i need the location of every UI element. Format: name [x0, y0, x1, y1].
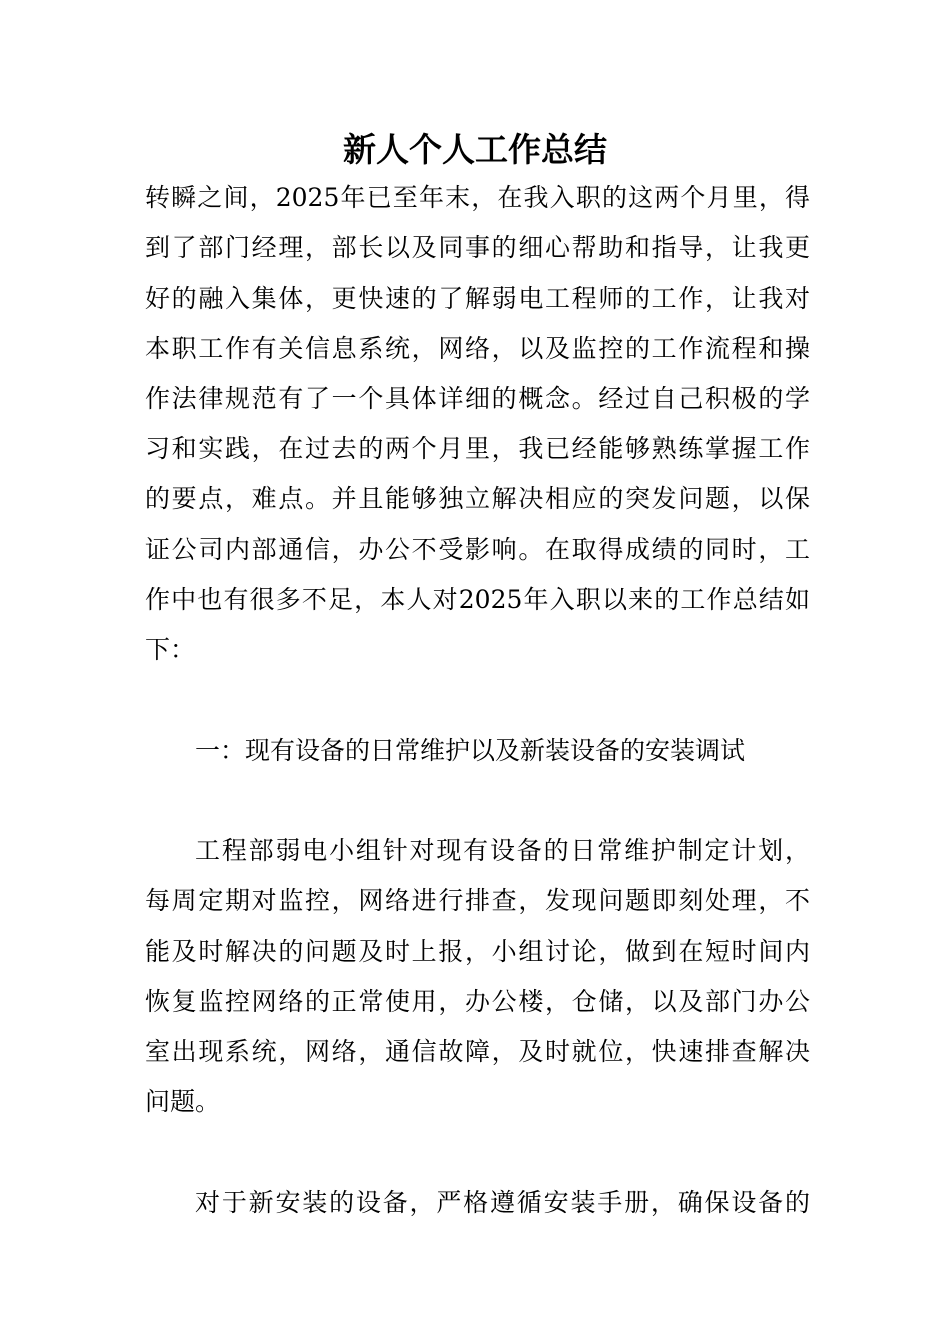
- intro-line-8: 证公司内部通信，办公不受影响。在取得成绩的同时，工: [145, 535, 810, 564]
- section-1-para-1-line-5: 室出现系统，网络，通信故障，及时就位，快速排查解决: [145, 1037, 810, 1066]
- intro-line-2: 到了部门经理，部长以及同事的细心帮助和指导，让我更: [145, 233, 810, 262]
- section-1-heading: 一：现有设备的日常维护以及新装设备的安装调试: [195, 736, 746, 765]
- section-1-para-1-line-6: 问题。: [145, 1087, 221, 1116]
- intro-line-9: 作中也有很多不足，本人对2025年入职以来的工作总结如: [145, 585, 810, 614]
- document-title: 新人个人工作总结: [343, 130, 607, 169]
- section-1-para-1-line-4: 恢复监控网络的正常使用，办公楼，仓储，以及部门办公: [145, 987, 810, 1016]
- section-1-para-1-line-1: 工程部弱电小组针对现有设备的日常维护制定计划，: [195, 836, 810, 865]
- intro-line-3: 好的融入集体，更快速的了解弱电工程师的工作，让我对: [145, 284, 810, 313]
- intro-line-5: 作法律规范有了一个具体详细的概念。经过自己积极的学: [145, 384, 810, 413]
- intro-line-7: 的要点，难点。并且能够独立解决相应的突发问题，以保: [145, 484, 810, 513]
- section-1-para-1-line-3: 能及时解决的问题及时上报，小组讨论，做到在短时间内: [145, 937, 810, 966]
- intro-line-6: 习和实践，在过去的两个月里，我已经能够熟练掌握工作: [145, 434, 810, 463]
- intro-line-10: 下：: [145, 635, 196, 664]
- section-1-para-2-line-1: 对于新安装的设备，严格遵循安装手册，确保设备的: [195, 1188, 810, 1217]
- section-1-para-1-line-2: 每周定期对监控，网络进行排查，发现问题即刻处理，不: [145, 886, 810, 915]
- intro-line-4: 本职工作有关信息系统，网络，以及监控的工作流程和操: [145, 334, 810, 363]
- intro-line-1: 转瞬之间，2025年已至年末，在我入职的这两个月里，得: [145, 183, 810, 212]
